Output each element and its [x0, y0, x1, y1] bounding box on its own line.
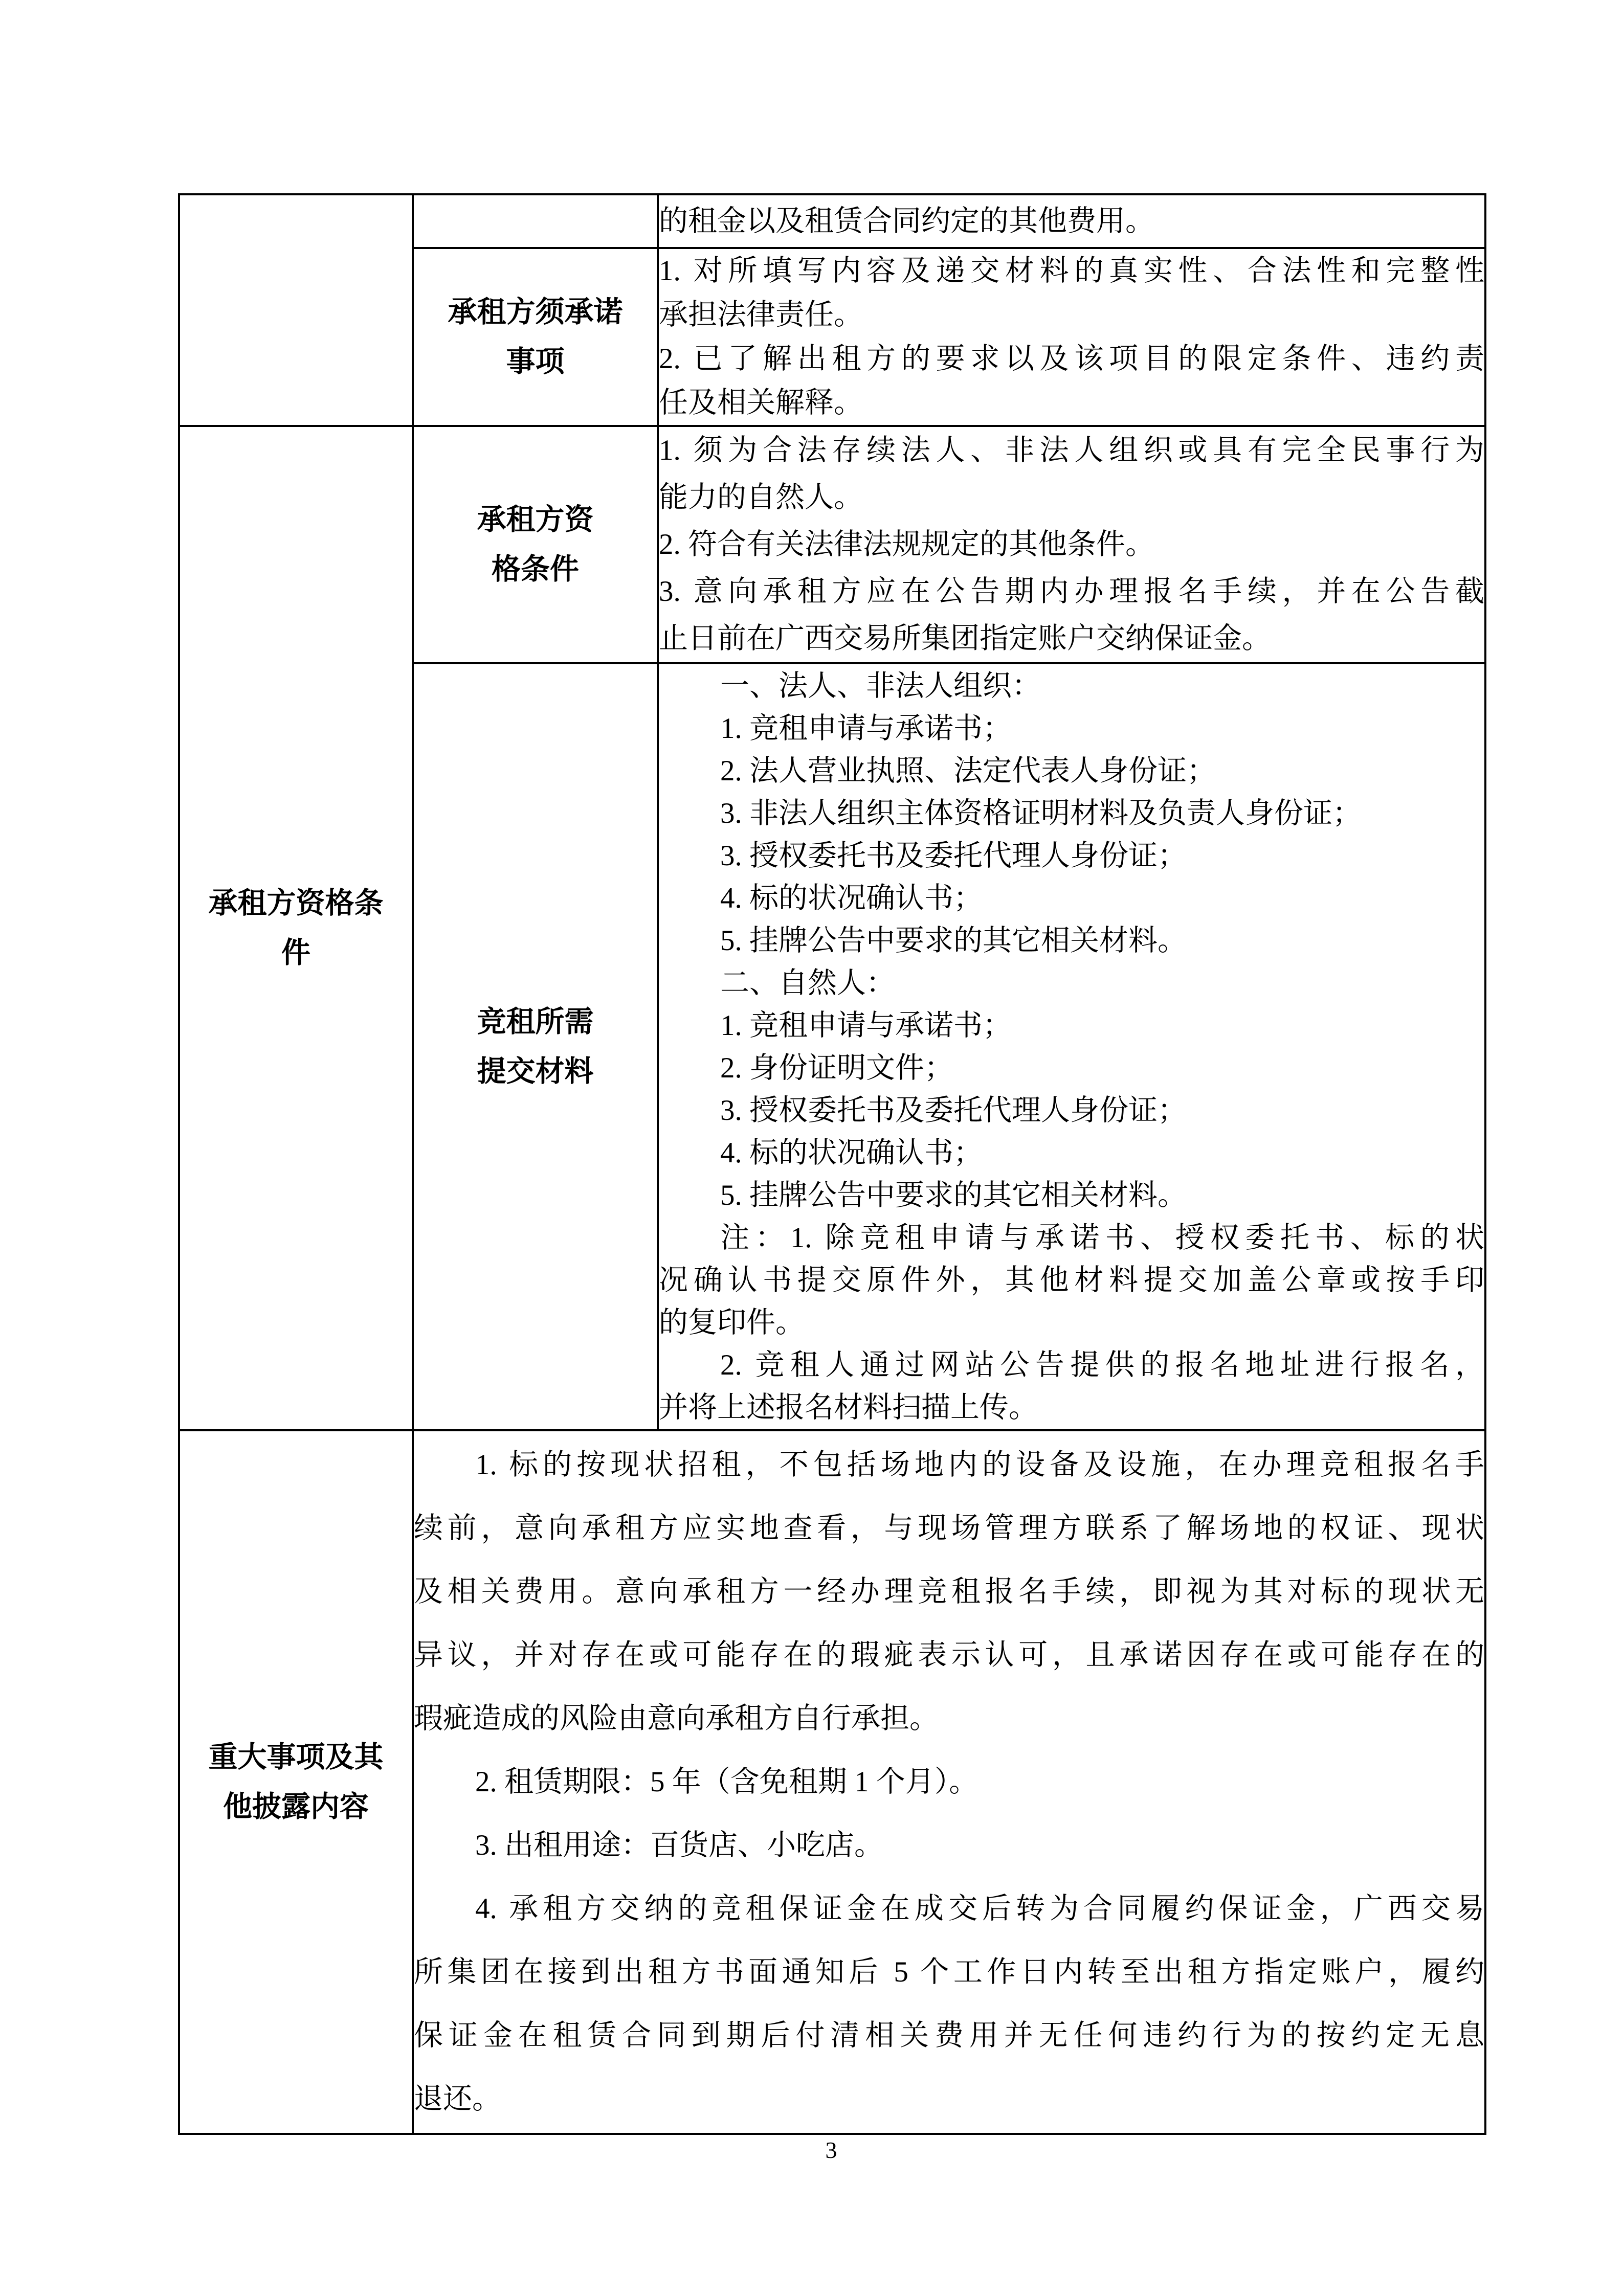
cell-major-matters-content: 1. 标的按现状招租，不包括场地内的设备及设施，在办理竞租报名手 续前，意向承租方应实地查看，与现场管理方联系了解场地的权证、现状 及相关费用。意向承租方一经办理竞租报名手续，即视为其对标的现状无 异议，并对存在或可能存在的瑕疵表示认可，且承诺因存在或可能存在的 瑕疵造成的风险由意向承租方自行承担。 2. 租赁期限：5 年（含免租期 1 个月）。 3. 出租用途：百货店、小吃店。 4. 承租方交纳的竞租保证金在成交后转为合同履约保证金，广西交易 所集团在接到出租方书面通知后 5 个工作日内转至出租方指定账户，履约 保证金在租赁合同到期后付清相关费用并无任何违约行为的按约定无息 退还。: [413, 1430, 1485, 2134]
cell-rent-fees-continuation-text: 的租金以及租赁合同约定的其他费用。: [658, 194, 1485, 248]
cell-major-matters-label: 重大事项及其 他披露内容: [179, 1430, 413, 2134]
cell-col1-rows12-empty-continuation: [179, 194, 413, 426]
cell-tenant-commitments-label: 承租方须承诺 事项: [413, 248, 658, 426]
cell-bidding-materials-label: 竞租所需 提交材料: [413, 663, 658, 1430]
cell-col2-row1-empty-continuation: [413, 194, 658, 248]
cell-qualification-conditions-content: 1. 须为合法存续法人、非法人组织或具有完全民事行为 能力的自然人。 2. 符合有关法律法规规定的其他条件。 3. 意向承租方应在公告期内办理报名手续，并在公告截 止日前在广西交易所集团指定账户交纳保证金。: [658, 426, 1485, 663]
cell-qualification-conditions-label: 承租方资 格条件: [413, 426, 658, 663]
table-row: [179, 426, 1485, 663]
table-row: [179, 1430, 1485, 2134]
rental-listing-table: [178, 193, 1486, 2135]
cell-bidding-materials-content: 一、法人、非法人组织： 1. 竞租申请与承诺书； 2. 法人营业执照、法定代表人身份证； 3. 非法人组织主体资格证明材料及负责人身份证； 3. 授权委托书及委托代理人身份证； 4. 标的状况确认书； 5. 挂牌公告中要求的其它相关材料。 二、自然人： 1. 竞租申请与承诺书； 2. 身份证明文件； 3. 授权委托书及委托代理人身份证； 4. 标的状况确认书； 5. 挂牌公告中要求的其它相关材料。 注：1. 除竞租申请与承诺书、授权委托书、标的状 况确认书提交原件外，其他材料提交加盖公章或按手印 的复印件。 2. 竞租人通过网站公告提供的报名地址进行报名， 并将上述报名材料扫描上传。: [658, 663, 1485, 1430]
cell-tenant-qualification-section-label: 承租方资格条 件: [179, 426, 413, 1430]
page-number: 3: [825, 2137, 837, 2163]
cell-tenant-commitments-content: 1. 对所填写内容及递交材料的真实性、合法性和完整性 承担法律责任。 2. 已了解出租方的要求以及该项目的限定条件、违约责 任及相关解释。: [658, 248, 1485, 426]
table-row: [179, 194, 1485, 248]
